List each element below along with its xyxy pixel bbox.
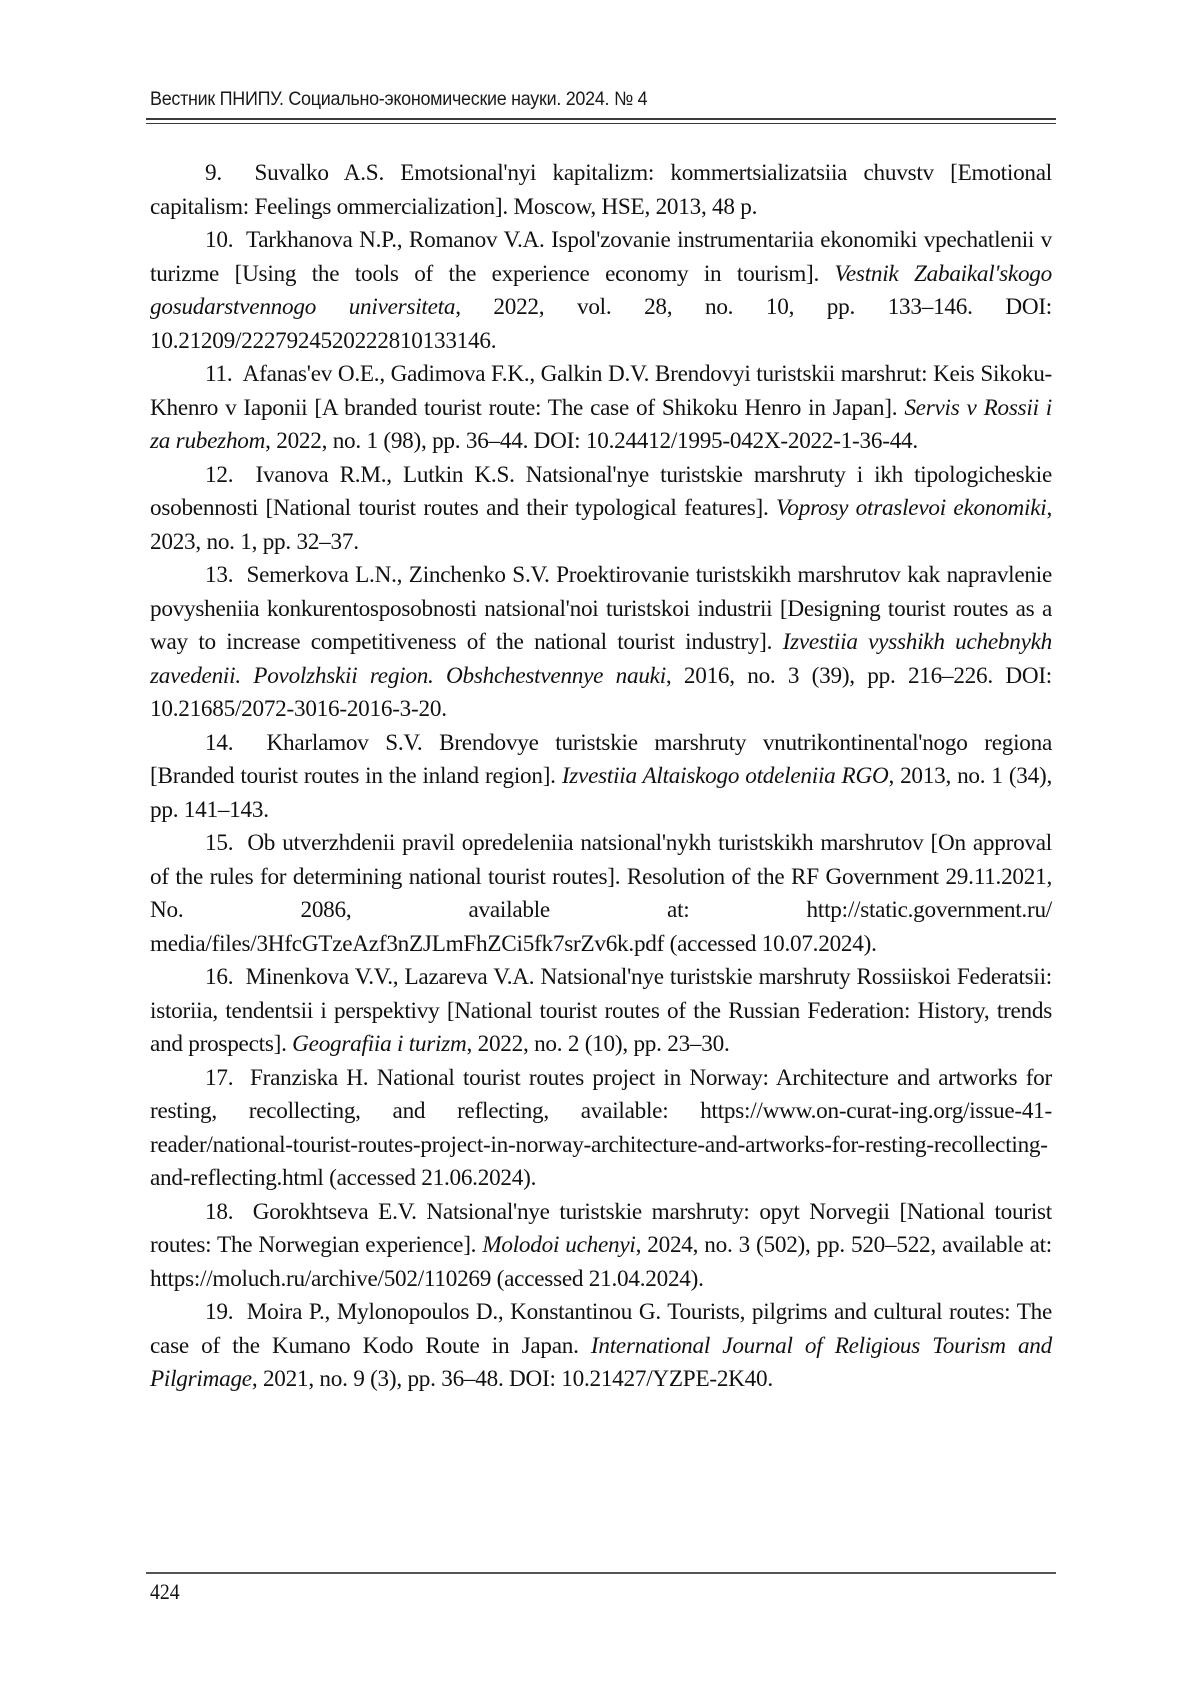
reference-list [150,157,1052,1397]
reference-item [150,827,1052,961]
reference-text: , 2016, no. 3 (39), pp. 216–226. DOI: 10.21685/2072-3016-2016-3-20. [150,662,1052,722]
reference-text: Suvalko A.S. Emotsional'nyi kapitalizm: kommertsializatsiia chuvstv [Emotional capitalism: Feelings ommercialization]. Moscow, HSE, 2013, 48 p. [150,160,1052,220]
journal-title: Voprosy otraslevoi ekonomiki [776,495,1047,521]
reference-item [150,1062,1052,1196]
page-number: 424 [150,1579,180,1604]
reference-text: Moira P., Mylonopoulos D., Konstantinou G. Tourists, pilgrims and cultural routes: The case of the Kumano Kodo Route in Japan. [150,1299,1052,1359]
journal-title: Izvestiia Altaiskogo otdeleniia RGO [561,763,889,789]
reference-text: Franziska H. National tourist routes project in Norway: Architecture and artworks for resting, recollecting, and reflecting, available: https://www.on-curat-​ing.org/issue-41-reader/national-tourist-routes-project-in-norway-architecture-and-​artworks-for-resting-recollecting-and-reflecting.html (accessed 21.06.2024). [150,1064,1053,1191]
reference-text: Kharlamov S.V. Brendovye turistskie marshruty vnutrikontinental'nogo regiona [Branded tourist routes in the inland region]. [150,729,1053,789]
reference-number: 17. [205,1064,251,1091]
reference-text: , 2022, no. 1 (98), pp. 36–44. DOI: 10.24412/1995-042X-2022-1-36-44. [265,428,918,454]
journal-title: Izvestiia vysshikh uchebnykh zavedenii. Povolzhskii region. Obshchestvennye nauki [150,629,1052,689]
reference-item [150,559,1052,727]
reference-text: , 2021, no. 9 (3), pp. 36–48. DOI: 10.21427/YZPE-2K40. [251,1366,773,1392]
reference-text: Ivanova R.M., Lutkin K.S. Natsional'nye turistskie marshruty i ikh tipologicheskie osobennosti [National tourist routes and their typological features]. [150,461,1053,521]
reference-number: 14. [205,729,267,756]
reference-text: Afanas'ev O.E., Gadimova F.K., Galkin D.V. Brendovyi turistskii marshrut: Keis Sikoku-Khenro v Iaponii [A branded tourist route: The case of Shikoku Henro in Japan]. [150,361,1053,421]
reference-item [150,961,1052,1062]
reference-number: 15. [205,830,248,856]
reference-number: 9. [205,160,255,186]
reference-item [150,727,1052,828]
running-head: Вестник ПНИПУ. Социально-экономические науки. 2024. № 4 [150,88,648,110]
journal-title: Servis v Rossii i za rubezhom [150,394,1052,454]
reference-text: Minenkova V.V., Lazareva V.A. Natsional'nye turistskie marshruty Rossiiskoi Federatsii: istoriia, tendentsii i perspektivy [National tourist routes of the Russian Federation: History, trends and prospects]. [150,964,1052,1057]
reference-item [150,1196,1052,1297]
reference-item [150,459,1052,560]
reference-number: 13. [205,562,247,588]
reference-number: 12. [205,461,256,488]
reference-number: 16. [205,964,246,990]
journal-title: Molodoi uchenyi [482,1232,636,1258]
reference-number: 11. [205,361,243,387]
reference-text: , 2024, no. 3 (502), pp. 520–522, available at: https://moluch.ru/archive/502/110269 (accessed 21.04.2024). [150,1232,1052,1292]
reference-item [150,358,1052,459]
journal-title: Vestnik Zabaikal'skogo gosudarstvennogo universiteta [150,260,1052,320]
reference-number: 10. [205,227,246,253]
reference-text: , 2022, vol. 28, no. 10, pp. 133–146. DOI: 10.21209/22279245202228101331​46. [150,294,1052,354]
reference-text: Ob utverzhdenii pravil opredeleniia natsional'nykh turistskikh marshrutov [On approval of the rules for determining national tourist routes]. Resolution of the RF Government 29.11.2021, No. 2086, available at: http://static.government.ru/​media/files/3HfcGTzeAzf3nZJLmFhZCi5fk7srZv6k.pdf (accessed 10.07.2024). [150,830,1052,957]
journal-title: Geografiia i turizm [292,1031,467,1057]
header-double-rule [146,118,1056,124]
reference-text: , 2023, no. 1, pp. 32–37. [150,495,1052,555]
footer-rule [146,1572,1056,1574]
reference-text: Tarkhanova N.P., Romanov V.A. Ispol'zovanie instrumentariia ekonomiki vpechatlenii v turizme [Using the tools of the experience economy in tourism]. [150,227,1052,287]
reference-text: Semerkova L.N., Zinchenko S.V. Proektirovanie turistskikh marshrutov kak napravlenie povysheniia konkurentosposobnosti natsional'noi turistskoi industrii [Designing tourist routes as a way to increase competitiveness of the national tourist industry]. [150,562,1052,655]
reference-number: 18. [205,1198,253,1225]
reference-number: 19. [205,1299,247,1325]
reference-item [150,1296,1052,1397]
reference-item [150,224,1052,358]
reference-item [150,157,1052,224]
reference-text: , 2022, no. 2 (10), pp. 23–30. [466,1031,730,1057]
journal-title: International Journal of Religious Tourism and Pilgrimage [150,1332,1052,1392]
reference-text: , 2013, no. 1 (34), pp. 141–143. [150,763,1052,823]
reference-text: Gorokhtseva E.V. Natsional'nye turistskie marshruty: opyt Norvegii [National tourist routes: The Norwegian experience]. [150,1198,1052,1258]
